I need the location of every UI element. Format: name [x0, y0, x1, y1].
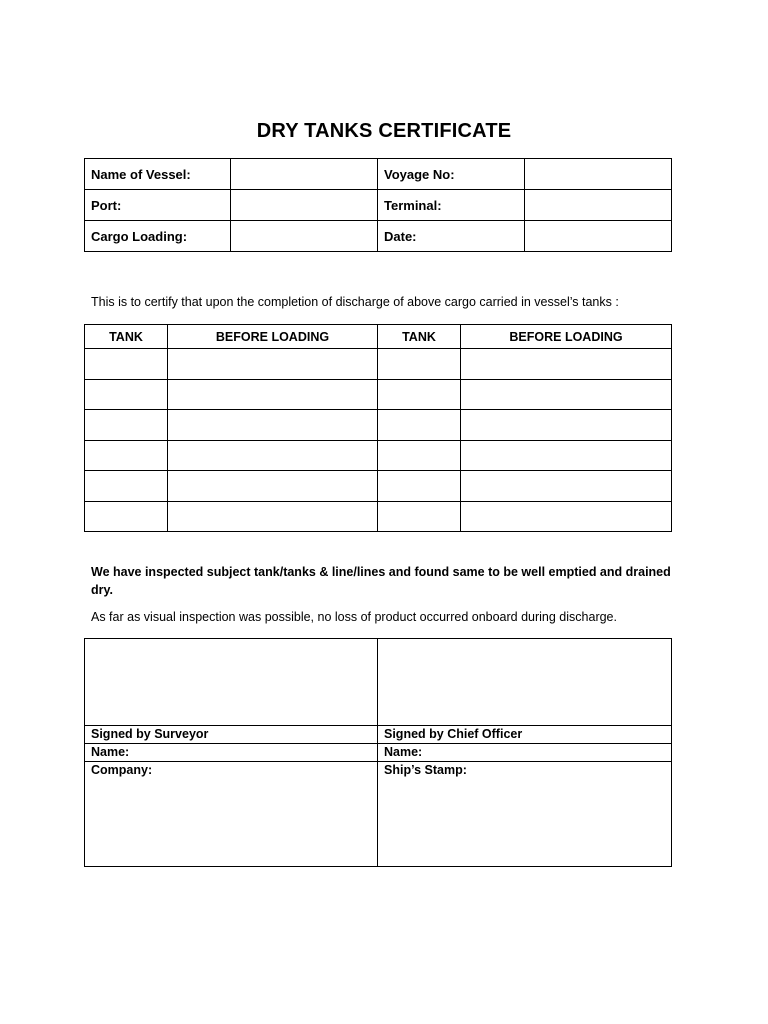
table-row [85, 726, 672, 744]
certification-text: This is to certify that upon the completion of discharge of above cargo carried in vessel’s tanks : [91, 295, 619, 309]
page-title: DRY TANKS CERTIFICATE [256, 120, 512, 142]
date-field[interactable] [525, 221, 672, 252]
before-loading-cell[interactable] [168, 349, 378, 380]
date-label: Date: [378, 221, 525, 252]
signature-table [84, 638, 672, 867]
surveyor-signature-area[interactable] [85, 639, 378, 726]
before-loading-cell[interactable] [168, 440, 378, 471]
visual-inspection-note: As far as visual inspection was possible, no loss of product occurred onboard during discharge. [91, 610, 617, 624]
before-loading-cell[interactable] [168, 379, 378, 410]
table-row [85, 471, 672, 502]
tank-cell[interactable] [378, 501, 461, 532]
table-row [85, 440, 672, 471]
before-loading-cell[interactable] [461, 440, 672, 471]
before-loading-header: BEFORE LOADING [168, 325, 378, 349]
name-of-vessel-field[interactable] [231, 159, 378, 190]
tank-cell[interactable] [378, 349, 461, 380]
tank-cell[interactable] [85, 379, 168, 410]
chief-officer-name-label: Name: [378, 744, 672, 762]
tank-header: TANK [85, 325, 168, 349]
table-header-row [85, 325, 672, 349]
before-loading-cell[interactable] [461, 349, 672, 380]
ships-stamp-label: Ship’s Stamp: [378, 762, 672, 867]
table-row [85, 221, 672, 252]
tank-cell[interactable] [378, 410, 461, 441]
before-loading-cell[interactable] [168, 501, 378, 532]
before-loading-cell[interactable] [461, 379, 672, 410]
table-row [85, 501, 672, 532]
tank-cell[interactable] [85, 501, 168, 532]
before-loading-header: BEFORE LOADING [461, 325, 672, 349]
tank-cell[interactable] [378, 440, 461, 471]
before-loading-cell[interactable] [168, 471, 378, 502]
tank-header: TANK [378, 325, 461, 349]
cargo-loading-field[interactable] [231, 221, 378, 252]
name-of-vessel-label: Name of Vessel: [85, 159, 231, 190]
before-loading-cell[interactable] [461, 410, 672, 441]
table-row [85, 410, 672, 441]
table-row [85, 744, 672, 762]
terminal-field[interactable] [525, 190, 672, 221]
port-field[interactable] [231, 190, 378, 221]
surveyor-signed-label: Signed by Surveyor [85, 726, 378, 744]
table-row [85, 190, 672, 221]
inspection-statement: We have inspected subject tank/tanks & line/lines and found same to be well emptied and drained dry. [91, 565, 671, 597]
before-loading-cell[interactable] [461, 501, 672, 532]
tank-cell[interactable] [378, 379, 461, 410]
tank-cell[interactable] [378, 471, 461, 502]
cargo-loading-label: Cargo Loading: [85, 221, 231, 252]
chief-officer-signature-area[interactable] [378, 639, 672, 726]
before-loading-cell[interactable] [461, 471, 672, 502]
tank-cell[interactable] [85, 440, 168, 471]
before-loading-cell[interactable] [168, 410, 378, 441]
tank-cell[interactable] [85, 471, 168, 502]
tank-cell[interactable] [85, 349, 168, 380]
tank-cell[interactable] [85, 410, 168, 441]
table-row [85, 762, 672, 867]
tank-table [84, 324, 672, 532]
voyage-no-label: Voyage No: [378, 159, 525, 190]
table-row [85, 379, 672, 410]
port-label: Port: [85, 190, 231, 221]
surveyor-name-label: Name: [85, 744, 378, 762]
vessel-info-table [84, 158, 672, 252]
table-row [85, 159, 672, 190]
terminal-label: Terminal: [378, 190, 525, 221]
voyage-no-field[interactable] [525, 159, 672, 190]
chief-officer-signed-label: Signed by Chief Officer [378, 726, 672, 744]
table-row [85, 349, 672, 380]
company-label: Company: [85, 762, 378, 867]
signature-space-row [85, 639, 672, 726]
